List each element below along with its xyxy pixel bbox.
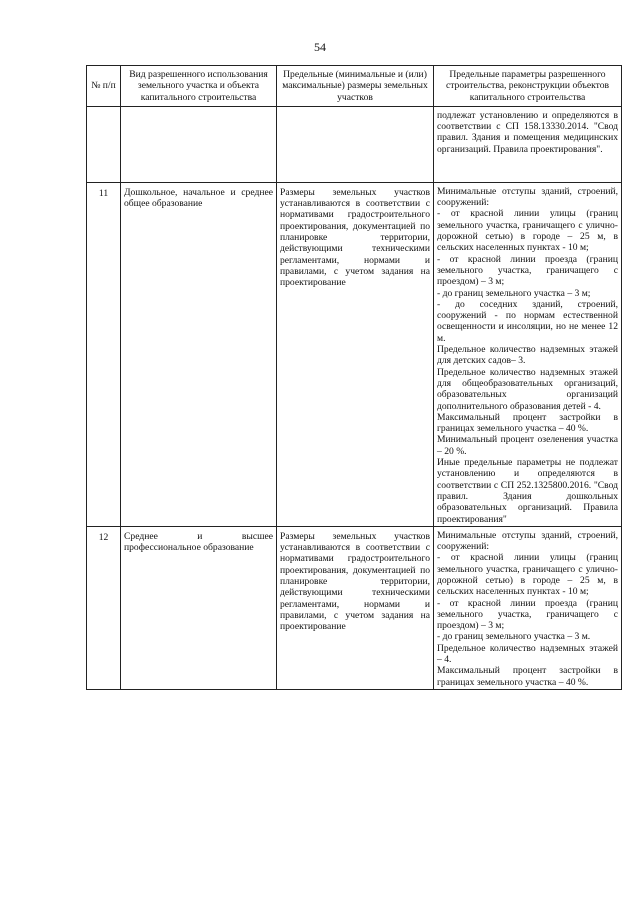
params-line: подлежат установлению и определяются в соответствии с СП 158.13330.2014. "Свод правил. Здания и помещения медицинских организаций. Правила проектирования".: [437, 109, 618, 155]
params-line: Максимальный процент застройки в границах земельного участка – 40 %.: [437, 665, 618, 688]
params-line: - от красной линии проезда (границ земельного участка, граничащего с проездом) – 3 м;: [437, 253, 618, 288]
params-line: Предельное количество надземных этажей для детских садов– 3.: [437, 344, 618, 367]
page-number: 54: [314, 40, 326, 54]
params-line: Минимальные отступы зданий, строений, сооружений:: [437, 185, 618, 209]
header-sizes: Предельные (минимальные и (или) максимальные) размеры земельных участков: [277, 66, 434, 107]
header-use: Вид разрешенного использования земельного участка и объекта капитального строительства: [121, 66, 277, 107]
params-line: - до границ земельного участка – 3 м;: [437, 287, 591, 299]
params-line: Предельное количество надземных этажей для общеобразовательных организаций, образовательных организаций дополнительного образования детей - 4.: [437, 366, 618, 412]
header-num: № п/п: [87, 66, 121, 107]
table-row-continued: [87, 106, 622, 182]
params-cell: [434, 106, 622, 182]
table-row-12: [87, 526, 622, 689]
params-cell: [434, 182, 622, 526]
header-params: Предельные параметры разрешенного строительства, реконструкции объектов капитального строительства: [434, 66, 622, 107]
sizes-cell: Размеры земельных участков устанавливаются в соответствии с нормативами градостроительного проектирования, документацией по планировке территории, действующими техническими регламентами, нормами и правилами, с учетом задания на проектирование: [277, 182, 434, 526]
params-line: Минимальные отступы зданий, строений, сооружений:: [437, 529, 618, 553]
params-line: - от красной линии проезда (границ земельного участка, граничащего с проездом) – 3 м;: [437, 597, 618, 632]
params-line: Иные предельные параметры не подлежат установлению и определяются в соответствии с СП 252.1325800.2016. "Свод правил. Здания дошкольных образовательных организаций. Правила проектирования": [437, 457, 618, 525]
params-line: Минимальный процент озеленения участка – 20 %.: [437, 434, 618, 457]
row-number: 12: [87, 526, 121, 689]
params-line: Предельное количество надземных этажей – 4.: [437, 642, 618, 666]
params-line: - от красной линии улицы (границ земельного участка, граничащего с улично-дорожной сетью) в городе – 25 м, в сельских населенных пунктах - 10 м;: [437, 208, 618, 254]
params-line: - до границ земельного участка – 3 м.: [437, 631, 591, 643]
params-line: - от красной линии улицы (границ земельного участка, граничащего с улично-дорожной сетью) в городе – 25 м, в сельских населенных пунктах - 10 м;: [437, 552, 618, 598]
params-line: - до соседних зданий, строений, сооружений - по нормам естественной освещенности и инсоляции, но не менее 12 м.: [437, 298, 618, 344]
table-header-row: [87, 66, 622, 107]
sizes-cell: Размеры земельных участков устанавливаются в соответствии с нормативами градостроительного проектирования, документацией по планировке территории, действующими техническими регламентами, нормами и правилами, с учетом задания на проектирование: [277, 526, 434, 689]
zoning-parameters-table: [86, 65, 622, 690]
use-cell: Дошкольное, начальное и среднее общее образование: [121, 182, 277, 526]
row-number: 11: [87, 182, 121, 526]
use-cell: Среднее и высшее профессиональное образование: [121, 526, 277, 689]
params-cell: [434, 526, 622, 689]
table-row-11: [87, 182, 622, 526]
params-line: Максимальный процент застройки в границах земельного участка – 40 %.: [437, 411, 618, 435]
